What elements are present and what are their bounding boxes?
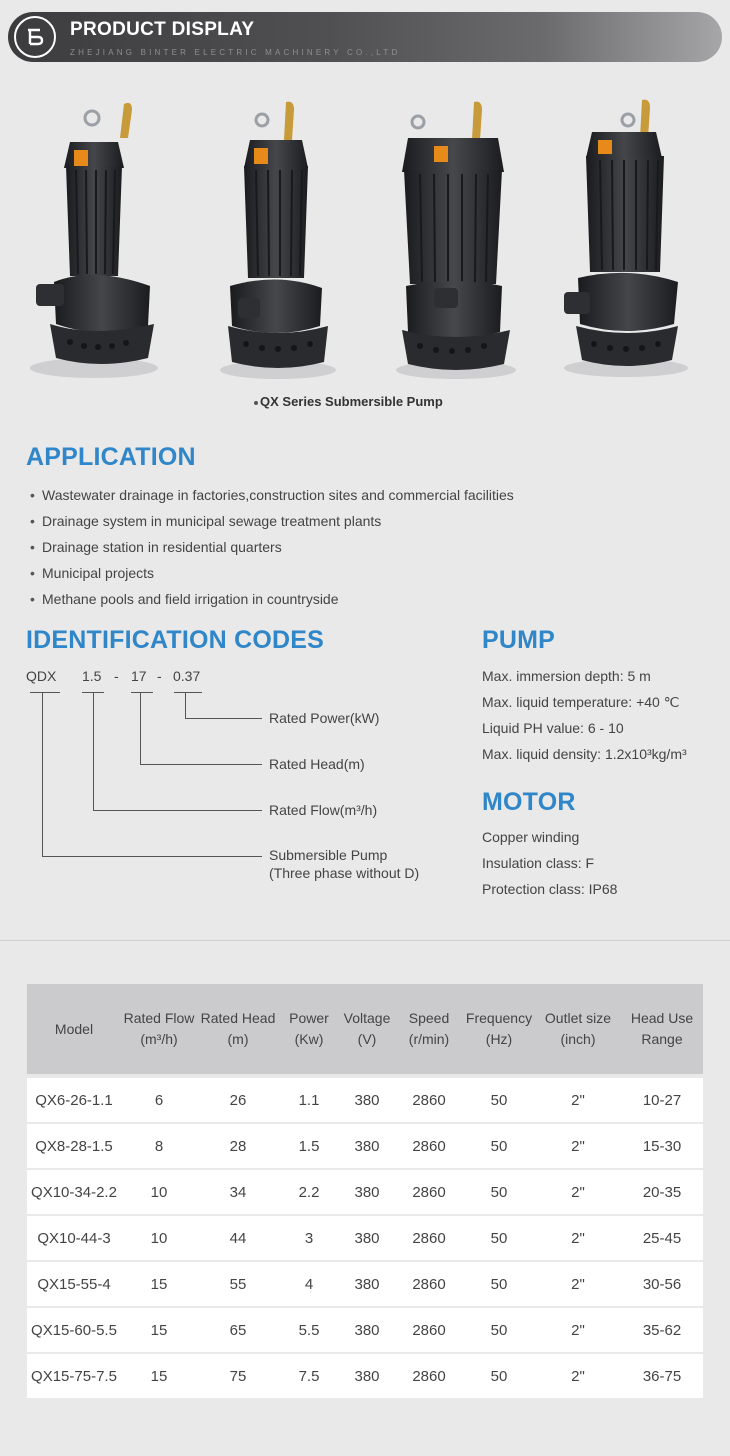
col-header-power: Power (Kw) (279, 984, 339, 1074)
list-item: • Methane pools and field irrigation in countryside (30, 589, 514, 615)
cell-head-range: 30-56 (621, 1261, 703, 1307)
cell-model: QX8-28-1.5 (27, 1123, 121, 1169)
spec-table (27, 984, 703, 1398)
table-header-row (27, 984, 703, 1074)
list-item: Protection class: IP68 (482, 881, 618, 897)
table-row (27, 1307, 703, 1353)
cell-speed: 2860 (395, 1353, 463, 1398)
application-list (30, 485, 514, 615)
cell-flow: 8 (121, 1123, 197, 1169)
rated-flow-label: Rated Flow(m³/h) (269, 802, 378, 818)
connector-line (93, 692, 94, 810)
cell-frequency: 50 (463, 1307, 535, 1353)
rated-power-label: Rated Power(kW) (269, 710, 380, 726)
col-header-voltage: Voltage (V) (339, 984, 395, 1074)
connector-line (185, 692, 186, 718)
cell-head: 44 (197, 1215, 279, 1261)
cell-speed: 2860 (395, 1215, 463, 1261)
company-subtitle: ZHEJIANG BINTER ELECTRIC MACHINERY CO.,LTD (70, 48, 401, 57)
cell-power: 5.5 (279, 1307, 339, 1353)
section-divider (0, 940, 730, 941)
code-underline (131, 692, 153, 693)
cell-voltage: 380 (339, 1169, 395, 1215)
cell-flow: 15 (121, 1353, 197, 1398)
cell-head-range: 36-75 (621, 1353, 703, 1398)
cell-speed: 2860 (395, 1077, 463, 1123)
col-header-head-range: Head Use Range (621, 984, 703, 1074)
cell-flow: 15 (121, 1307, 197, 1353)
cell-model: QX15-55-4 (27, 1261, 121, 1307)
connector-line (140, 764, 262, 765)
cell-power: 7.5 (279, 1353, 339, 1398)
rated-head-label: Rated Head(m) (269, 756, 365, 772)
table-row (27, 1169, 703, 1215)
code-underline (30, 692, 60, 693)
col-header-speed: Speed (r/min) (395, 984, 463, 1074)
list-item: • Drainage system in municipal sewage treatment plants (30, 511, 514, 537)
cell-outlet: 2" (535, 1215, 621, 1261)
cell-voltage: 380 (339, 1215, 395, 1261)
cell-head: 26 (197, 1077, 279, 1123)
cell-voltage: 380 (339, 1353, 395, 1398)
connector-line (140, 692, 141, 764)
cell-voltage: 380 (339, 1123, 395, 1169)
cell-voltage: 380 (339, 1307, 395, 1353)
pump-image-1 (22, 98, 162, 384)
pump-spec-list (482, 666, 687, 770)
cell-outlet: 2" (535, 1077, 621, 1123)
table-row (27, 1077, 703, 1123)
list-item: • Municipal projects (30, 563, 514, 589)
cell-frequency: 50 (463, 1215, 535, 1261)
code-underline (174, 692, 202, 693)
table-row (27, 1353, 703, 1398)
connector-line (42, 856, 262, 857)
cell-head: 65 (197, 1307, 279, 1353)
cell-power: 1.1 (279, 1077, 339, 1123)
pump-heading: PUMP (482, 626, 556, 654)
code-head: 17 (131, 668, 147, 684)
list-item: Copper winding (482, 829, 580, 845)
cell-outlet: 2" (535, 1123, 621, 1169)
cell-head-range: 20-35 (621, 1169, 703, 1215)
cell-model: QX6-26-1.1 (27, 1077, 121, 1123)
cell-power: 4 (279, 1261, 339, 1307)
list-item: Max. liquid density: 1.2x10³kg/m³ (482, 746, 687, 762)
cell-outlet: 2" (535, 1353, 621, 1398)
cell-speed: 2860 (395, 1169, 463, 1215)
cell-voltage: 380 (339, 1261, 395, 1307)
cell-speed: 2860 (395, 1261, 463, 1307)
cell-head-range: 35-62 (621, 1307, 703, 1353)
cell-flow: 15 (121, 1261, 197, 1307)
application-heading: APPLICATION (26, 443, 196, 471)
cell-frequency: 50 (463, 1261, 535, 1307)
list-item: Max. liquid temperature: +40 ℃ (482, 694, 680, 710)
cell-head-range: 15-30 (621, 1123, 703, 1169)
connector-line (42, 692, 43, 856)
connector-line (185, 718, 262, 719)
cell-voltage: 380 (339, 1077, 395, 1123)
table-row (27, 1123, 703, 1169)
code-flow: 1.5 (82, 668, 102, 684)
col-header-head: Rated Head (m) (197, 984, 279, 1074)
table-row (27, 1215, 703, 1261)
code-dash: - (157, 668, 162, 684)
cell-model: QX15-75-7.5 (27, 1353, 121, 1398)
cell-flow: 6 (121, 1077, 197, 1123)
cell-speed: 2860 (395, 1123, 463, 1169)
cell-model: QX15-60-5.5 (27, 1307, 121, 1353)
cell-outlet: 2" (535, 1261, 621, 1307)
cell-head-range: 10-27 (621, 1077, 703, 1123)
cell-outlet: 2" (535, 1307, 621, 1353)
list-item: Insulation class: F (482, 855, 595, 871)
cell-outlet: 2" (535, 1169, 621, 1215)
code-dash: - (114, 668, 119, 684)
cell-power: 1.5 (279, 1123, 339, 1169)
motor-heading: MOTOR (482, 788, 576, 816)
col-header-model: Model (27, 984, 121, 1074)
pump-image-4 (560, 98, 700, 384)
product-caption: QX Series Submersible Pump (260, 394, 443, 409)
cell-model: QX10-34-2.2 (27, 1169, 121, 1215)
cell-model: QX10-44-3 (27, 1215, 121, 1261)
list-item: Max. immersion depth: 5 m (482, 668, 651, 684)
pump-image-2 (206, 98, 346, 384)
caption-bullet (254, 401, 258, 405)
cell-frequency: 50 (463, 1353, 535, 1398)
cell-flow: 10 (121, 1215, 197, 1261)
pump-image-3 (386, 98, 526, 384)
cell-flow: 10 (121, 1169, 197, 1215)
cell-head: 55 (197, 1261, 279, 1307)
code-series: QDX (26, 668, 57, 684)
three-phase-label: (Three phase without D) (269, 865, 420, 881)
col-header-outlet: Outlet size (inch) (535, 984, 621, 1074)
col-header-frequency: Frequency (Hz) (463, 984, 535, 1074)
code-power: 0.37 (173, 668, 201, 684)
list-item: • Drainage station in residential quarters (30, 537, 514, 563)
table-row (27, 1261, 703, 1307)
cell-power: 3 (279, 1215, 339, 1261)
cell-head: 34 (197, 1169, 279, 1215)
page-title: PRODUCT DISPLAY (70, 19, 255, 40)
cell-head: 28 (197, 1123, 279, 1169)
connector-line (93, 810, 262, 811)
company-logo-icon (14, 16, 56, 58)
list-item: • Wastewater drainage in factories,construction sites and commercial facilities (30, 485, 514, 511)
motor-spec-list (482, 827, 617, 905)
list-item: Liquid PH value: 6 - 10 (482, 720, 624, 736)
identification-heading: IDENTIFICATION CODES (26, 626, 324, 654)
cell-power: 2.2 (279, 1169, 339, 1215)
cell-frequency: 50 (463, 1077, 535, 1123)
submersible-pump-label: Submersible Pump (269, 847, 388, 863)
cell-head: 75 (197, 1353, 279, 1398)
cell-frequency: 50 (463, 1169, 535, 1215)
col-header-flow: Rated Flow (m³/h) (121, 984, 197, 1074)
cell-speed: 2860 (395, 1307, 463, 1353)
cell-head-range: 25-45 (621, 1215, 703, 1261)
cell-frequency: 50 (463, 1123, 535, 1169)
